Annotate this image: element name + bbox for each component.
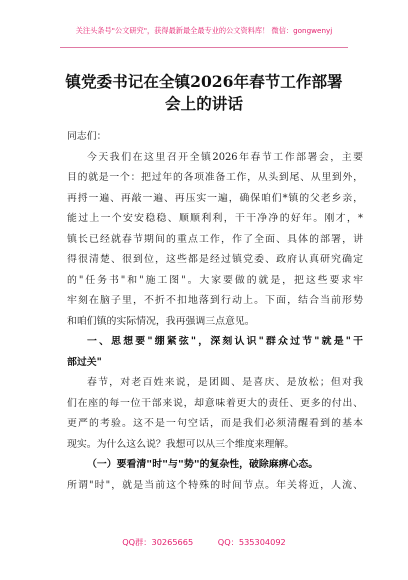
- paragraph-line: 能过上一个安安稳稳、顺顺利利，干干净净的好年。刚才，*: [67, 213, 363, 224]
- section-heading: 一、思想要"绷紧弦"，深刻认识"群众过节"就是"干: [87, 336, 363, 347]
- paragraph-line: 目的就是一个：把过年的各项准备工作，从头到尾、从里到外，: [67, 172, 363, 183]
- salutation: 同志们：: [67, 131, 107, 142]
- paragraph-line: 再捋一遍、再敲一遍、再压实一遍，确保咱们*镇的父老乡亲，: [67, 192, 363, 204]
- footer-qq: QQ：535304092: [217, 537, 286, 547]
- paragraph-line: 春节，对老百姓来说，是团圆、是喜庆、是放松；但对我: [87, 377, 363, 388]
- paragraph-line: 牢刻在脑子里，不折不扣地落到行动上。下面，结合当前形势: [67, 295, 363, 306]
- document-body: [67, 127, 363, 496]
- paragraph-line: 更严的考验。这不是一句空话，而是我们必须清醒看到的基本: [67, 418, 363, 429]
- paragraph-line: 今天我们在这里召开全镇2026年春节工作部署会，主要: [87, 151, 363, 163]
- paragraph-line: 所谓"时"，就是当前这个特殊的时间节点。年关将近，人流、: [67, 479, 363, 491]
- header-banner: 关注头条号"公文研究"，获得最新最全最专业的公文资料库！ 微信：gongwenyj: [75, 26, 333, 35]
- document-title: [40, 71, 368, 115]
- paragraph-line: 和咱们镇的实际情况，我再强调三点意见。: [67, 315, 255, 327]
- header-divider: [60, 47, 348, 48]
- title-line: 会上的讲话: [165, 94, 243, 113]
- subsection-heading: （一）要看清"时"与"势"的复杂性，破除麻痹心态。: [87, 459, 319, 470]
- footer-contact: [0, 537, 408, 548]
- paragraph-line: 现实。为什么这么说？我想可以从三个维度来理解。: [67, 438, 295, 450]
- paragraph-line: 的"任务书"和"施工图"。大家要做的就是，把这些要求牢: [67, 274, 363, 286]
- paragraph-line: 们在座的每一位干部来说，却意味着更大的责任、更多的付出、: [67, 397, 363, 409]
- paragraph-line: 镇长已经就春节期间的重点工作，作了全面、具体的部署，讲: [67, 233, 363, 245]
- paragraph-line: 得很清楚、很到位，这些都是经过镇党委、政府认真研究确定: [67, 254, 363, 265]
- title-line: 镇党委书记在全镇2026年春节工作部署: [65, 72, 343, 91]
- footer-qq-group: QQ群：30265665: [122, 537, 194, 547]
- section-heading: 部过关": [67, 356, 102, 368]
